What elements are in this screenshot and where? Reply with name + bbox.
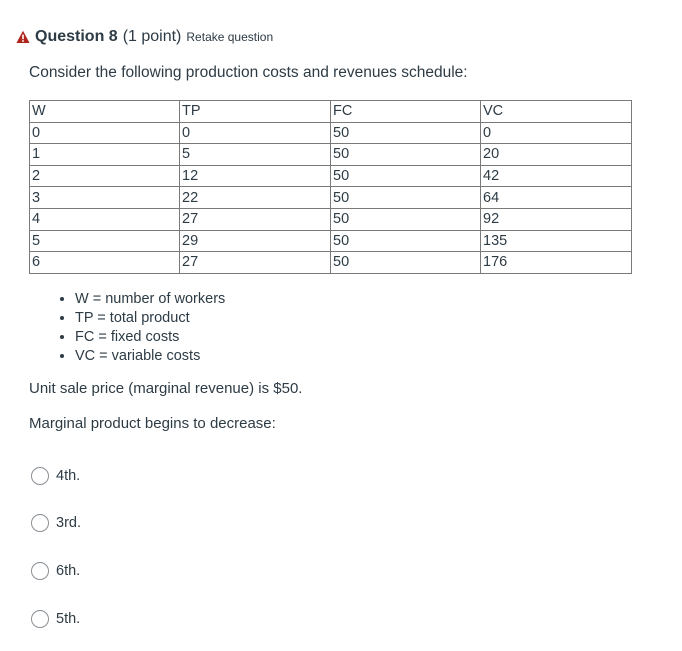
table-cell: 2: [30, 165, 180, 187]
table-header-row: [30, 101, 632, 123]
answer-option-label: 3rd.: [56, 515, 81, 531]
warning-triangle-icon: [16, 30, 30, 44]
question-prompt: Consider the following production costs and revenues schedule:: [29, 64, 468, 81]
table-cell: 22: [180, 187, 331, 209]
radio-button[interactable]: [31, 514, 49, 532]
table-cell: 0: [481, 122, 632, 144]
answer-option-6th[interactable]: [31, 560, 80, 582]
answer-option-4th[interactable]: [31, 465, 80, 487]
answer-option-3rd[interactable]: [31, 512, 81, 534]
radio-button[interactable]: [31, 467, 49, 485]
table-cell: 42: [481, 165, 632, 187]
table-cell: 176: [481, 252, 632, 274]
table-cell: 29: [180, 230, 331, 252]
table-cell: 0: [30, 122, 180, 144]
table-cell: 50: [331, 208, 481, 230]
answer-option-label: 4th.: [56, 468, 81, 484]
table-cell: 50: [331, 165, 481, 187]
table-cell: 6: [30, 252, 180, 274]
table-cell: 50: [331, 144, 481, 166]
column-header-tp: TP: [180, 101, 331, 123]
unit-price-text: Unit sale price (marginal revenue) is $50.: [29, 380, 303, 397]
table-cell: 135: [481, 230, 632, 252]
table-row: [30, 122, 632, 144]
question-title: Question 8: [35, 28, 118, 45]
answer-option-5th[interactable]: [31, 608, 80, 630]
schedule-table: [29, 100, 632, 274]
table-row: [30, 252, 632, 274]
table-cell: 4: [30, 208, 180, 230]
table-cell: 27: [180, 252, 331, 274]
question-stem: Marginal product begins to decrease:: [29, 415, 276, 432]
column-header-w: W: [30, 101, 180, 123]
table-cell: 0: [180, 122, 331, 144]
column-header-fc: FC: [331, 101, 481, 123]
table-cell: 3: [30, 187, 180, 209]
question-header: [16, 26, 273, 48]
answer-option-label: 6th.: [56, 563, 81, 579]
answer-option-label: 5th.: [56, 611, 81, 627]
table-cell: 50: [331, 230, 481, 252]
question-points: (1 point): [122, 28, 182, 45]
definition-item-tp: • TP = total product: [75, 309, 225, 328]
retake-question-link[interactable]: Retake question: [186, 30, 274, 44]
definition-item-vc: • VC = variable costs: [75, 347, 225, 366]
table-row: [30, 230, 632, 252]
table-cell: 20: [481, 144, 632, 166]
table-cell: 50: [331, 122, 481, 144]
table-cell: 27: [180, 208, 331, 230]
table-row: [30, 187, 632, 209]
radio-button[interactable]: [31, 562, 49, 580]
radio-button[interactable]: [31, 610, 49, 628]
definition-item-fc: • FC = fixed costs: [75, 328, 225, 347]
table-row: [30, 144, 632, 166]
column-header-vc: VC: [481, 101, 632, 123]
definition-item-w: • W = number of workers: [75, 290, 225, 309]
table-cell: 5: [30, 230, 180, 252]
table-cell: 5: [180, 144, 331, 166]
table-cell: 92: [481, 208, 632, 230]
table-row: [30, 208, 632, 230]
table-cell: 64: [481, 187, 632, 209]
table-cell: 50: [331, 187, 481, 209]
table-cell: 50: [331, 252, 481, 274]
table-cell: 12: [180, 165, 331, 187]
table-cell: 1: [30, 144, 180, 166]
definitions-list: [55, 290, 225, 366]
table-row: [30, 165, 632, 187]
